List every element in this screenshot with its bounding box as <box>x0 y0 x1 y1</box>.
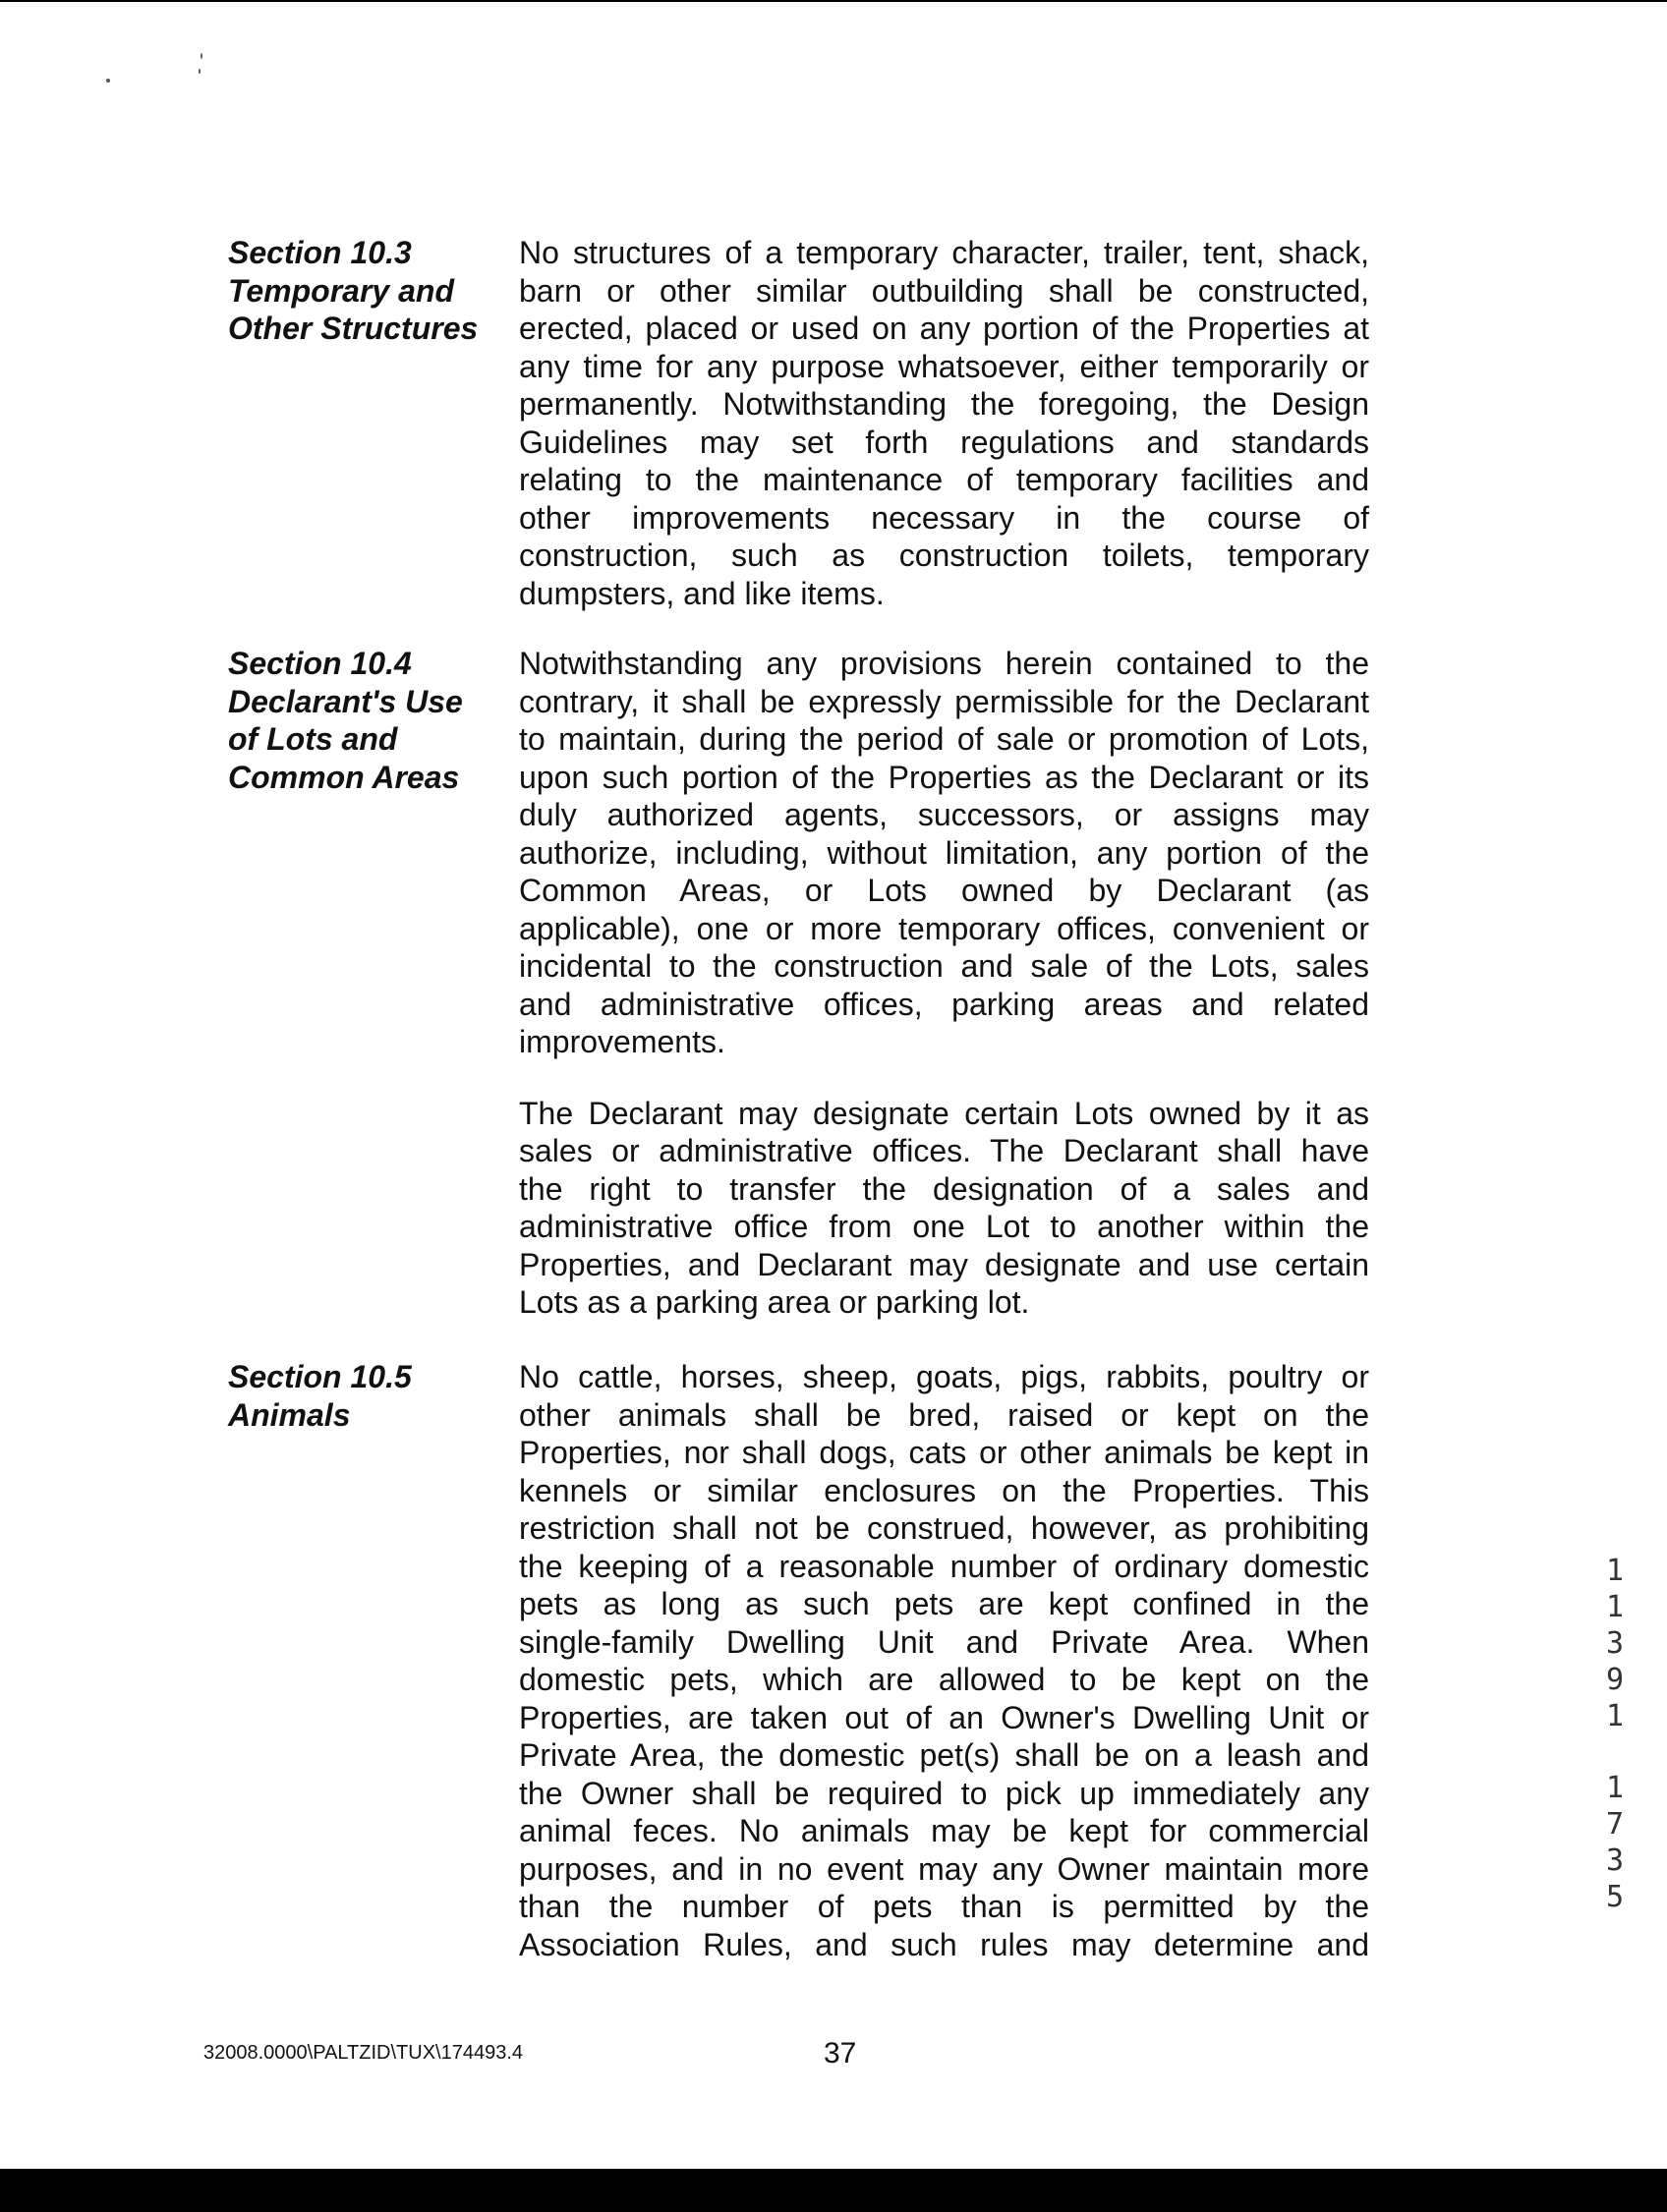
text-line: Private Area, the domestic pet(s) shall be on a leash and <box>519 1737 1369 1773</box>
paragraph <box>519 1358 1369 1963</box>
stamp-digit: 3 <box>1605 1843 1625 1878</box>
text-line: other improvements necessary in the course of <box>519 499 1369 536</box>
text-line: construction, such as construction toilets, temporary <box>519 538 1369 573</box>
stamp-digit: 1 <box>1605 1771 1625 1805</box>
text-line: kennels or similar enclosures on the Properties. This <box>519 1472 1369 1508</box>
stamp-digit: 5 <box>1605 1880 1625 1914</box>
text-line: to maintain, during the period of sale or promotion of Lots, <box>519 721 1369 757</box>
heading-line: Common Areas <box>228 759 460 795</box>
section-body <box>519 1358 1369 1963</box>
margin-stamp <box>1600 1553 1630 1915</box>
text-line: upon such portion of the Properties as the Declarant or its <box>519 759 1369 795</box>
text-line: No cattle, horses, sheep, goats, pigs, rabbits, poultry or <box>519 1359 1369 1394</box>
text-line: Notwithstanding any provisions herein contained to the <box>519 646 1369 681</box>
heading-line: Animals <box>228 1396 351 1433</box>
text-line: contrary, it shall be expressly permissible for the Declarant <box>519 683 1369 719</box>
page-number: 37 <box>824 2037 857 2070</box>
text-line: pets as long as such pets are kept confined in the <box>519 1586 1369 1621</box>
scan-specks <box>98 51 216 90</box>
stamp-gap <box>1600 1734 1630 1770</box>
section-body <box>519 645 1369 1322</box>
paragraph <box>519 1095 1369 1322</box>
text-line: The Declarant may designate certain Lots owned by it as <box>519 1095 1369 1131</box>
stamp-digit: 7 <box>1605 1807 1625 1842</box>
text-line: permanently. Notwithstanding the foregoing, the Design <box>519 386 1369 422</box>
text-line: relating to the maintenance of temporary facilities and <box>519 462 1369 497</box>
text-line: Common Areas, or Lots owned by Declarant (as <box>519 873 1369 908</box>
text-line: than the number of pets than is permitted by the <box>519 1889 1369 1924</box>
stamp-digit: 1 <box>1605 1699 1625 1733</box>
text-line: Association Rules, and such rules may determine and <box>519 1926 1369 1962</box>
text-line: Guidelines may set forth regulations and standards <box>519 424 1369 460</box>
text-line: other animals shall be bred, raised or kept on the <box>519 1396 1369 1433</box>
text-line: domestic pets, which are allowed to be kept on the <box>519 1662 1369 1697</box>
text-line: purposes, and in no event may any Owner maintain more <box>519 1850 1369 1887</box>
text-line: administrative office from one Lot to another within the <box>519 1209 1369 1244</box>
text-line: and administrative offices, parking areas and related <box>519 986 1369 1022</box>
text-line: Properties, nor shall dogs, cats or other animals be kept in <box>519 1435 1369 1470</box>
text-line: Properties, are taken out of an Owner's Dwelling Unit or <box>519 1699 1369 1735</box>
heading-line: Temporary and <box>228 272 454 309</box>
paragraph <box>519 234 1369 612</box>
text-line: the right to transfer the designation of a sales and <box>519 1170 1369 1207</box>
text-line: applicable), one or more temporary offices, convenient or <box>519 910 1369 946</box>
section-heading <box>228 1358 503 1434</box>
text-line: any time for any purpose whatsoever, either temporarily or <box>519 348 1369 384</box>
stamp-digit: 1 <box>1605 1554 1625 1588</box>
stamp-digit: 1 <box>1605 1590 1625 1624</box>
text-line: dumpsters, and like items. <box>519 575 885 611</box>
text-line: single-family Dwelling Unit and Private Area. When <box>519 1623 1369 1660</box>
text-line: barn or other similar outbuilding shall be constructed, <box>519 272 1369 309</box>
text-line: incidental to the construction and sale of the Lots, sales <box>519 948 1369 984</box>
heading-line: of Lots and <box>228 721 398 757</box>
heading-line: Other Structures <box>228 311 479 346</box>
section-body <box>519 234 1369 612</box>
text-line: restriction shall not be construed, however, as prohibiting <box>519 1510 1369 1546</box>
text-line: animal feces. No animals may be kept for commercial <box>519 1813 1369 1848</box>
heading-line: Section 10.4 <box>228 646 412 681</box>
text-line: the keeping of a reasonable number of ordinary domestic <box>519 1548 1369 1584</box>
text-line: Lots as a parking area or parking lot. <box>519 1284 1030 1320</box>
stamp-digit: 9 <box>1605 1663 1625 1697</box>
text-line: duly authorized agents, successors, or assigns may <box>519 797 1369 832</box>
stamp-digit: 3 <box>1605 1626 1625 1661</box>
text-line: sales or administrative offices. The Declarant shall have <box>519 1133 1369 1168</box>
text-line: authorize, including, without limitation, any portion of the <box>519 834 1369 871</box>
heading-line: Section 10.3 <box>228 235 412 270</box>
document-page <box>0 2 1667 2169</box>
text-line: improvements. <box>519 1024 725 1059</box>
text-line: the Owner shall be required to pick up immediately any <box>519 1775 1369 1811</box>
heading-line: Section 10.5 <box>228 1359 412 1394</box>
paragraph <box>519 645 1369 1061</box>
text-line: erected, placed or used on any portion of the Properties at <box>519 311 1369 346</box>
heading-line: Declarant's Use <box>228 683 463 719</box>
document-id: 32008.0000\PALTZID\TUX\174493.4 <box>203 2042 524 2064</box>
text-line: Properties, and Declarant may designate and use certain <box>519 1246 1369 1282</box>
section-heading <box>228 234 503 348</box>
text-line: No structures of a temporary character, trailer, tent, shack, <box>519 235 1369 270</box>
section-heading <box>228 645 503 796</box>
